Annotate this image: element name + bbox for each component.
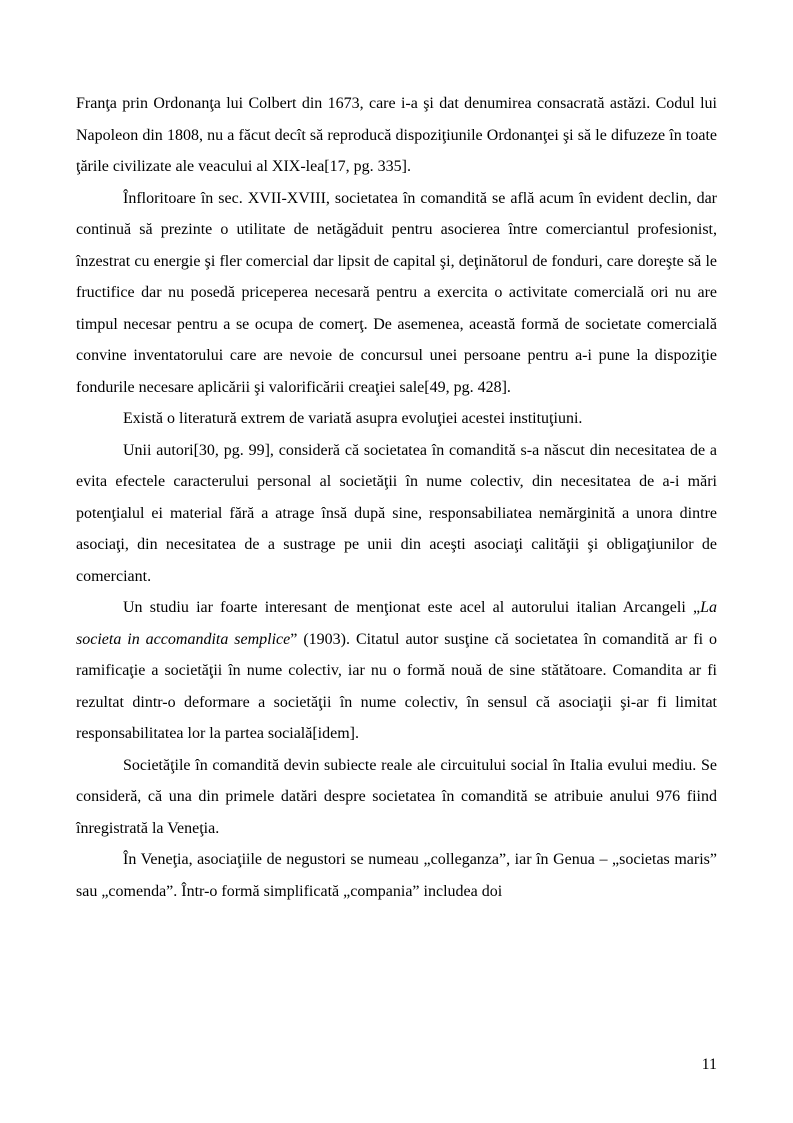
paragraph-7-text: În Veneţia, asociaţiile de negustori se numeau „colleganza”, iar în Genua – „societas maris” sau „comenda”. Într-o formă simplificată „compania” includea doi <box>76 851 717 900</box>
paragraph-7 <box>76 844 717 907</box>
paragraph-5 <box>76 592 717 750</box>
paragraph-2-text: Înfloritoare în sec. XVII-XVIII, societatea în comandită se află acum în evident declin, dar continuă să prezinte o utilitate de netăgăduit pentru asocierea între comerciantul profesionist, înzestrat cu energie şi fler comercial dar lipsit de capital şi, deţinătorul de fonduri, care doreşte să le fructifice dar nu posedă priceperea necesară pentru a exercita o activitate comercială ori nu are timpul necesar pentru a se ocupa de comerţ. De asemenea, această formă de societate comercială convine inventatorului care are nevoie de concursul unei persoane pentru a-i pune la dispoziţie fondurile necesare aplicării şi valorificării creaţiei sale[49, pg. 428]. <box>76 189 717 396</box>
paragraph-6 <box>76 750 717 845</box>
paragraph-5-text-end: ” (1903). Citatul autor susţine că societatea în comandită ar fi o ramificaţie a societăţii în nume colectiv, iar nu o formă nouă de sine stătătoare. Comandita ar fi rezultat dintr-o deformare a societăţii în nume colectiv, în sensul că asociaţii şi-ar fi limitat responsabilitatea lor la partea socială[idem]. <box>76 630 717 742</box>
paragraph-4-text: Unii autori[30, pg. 99], consideră că societatea în comandită s-a născut din necesitatea de a evita efectele caracterului personal al societăţii în nume colectiv, din necesitatea de a-i mări potenţialul ei material fără a atrage însă după sine, responsabiliatea nemărginită a unora dintre asociaţi, din necesitatea de a sustrage pe unii din aceşti asociaţi calităţii şi obligaţiunilor de comerciant. <box>76 441 717 585</box>
paragraph-3 <box>76 403 717 435</box>
paragraph-6-text: Societăţile în comandită devin subiecte reale ale circuitului social în Italia evului mediu. Se consideră, că una din primele datări despre societatea în comandită se atribuie anului 976 fiind înregistrată la Veneţia. <box>76 756 717 837</box>
paragraph-1 <box>76 88 717 183</box>
page-number: 11 <box>701 1056 717 1073</box>
paragraph-4 <box>76 435 717 593</box>
paragraph-1-text: Franţa prin Ordonanţa lui Colbert din 1673, care i-a şi dat denumirea consacrată astăzi. Codul lui Napoleon din 1808, nu a făcut decît să reproducă dispoziţiunile Ordonanţei şi să le difuzeze în toate ţările civilizate ale veacului al XIX-lea[17, pg. 335]. <box>76 95 717 175</box>
paragraph-5-text-start: Un studiu iar foarte interesant de menţionat este acel al autorului italian Arcangeli „ <box>123 599 701 616</box>
paragraph-3-text: Există o literatură extrem de variată asupra evoluţiei acestei instituţiuni. <box>123 410 583 427</box>
paragraph-5-italic-title: La societa in accomandita semplice <box>76 599 717 648</box>
document-body <box>76 88 717 907</box>
paragraph-2 <box>76 183 717 404</box>
